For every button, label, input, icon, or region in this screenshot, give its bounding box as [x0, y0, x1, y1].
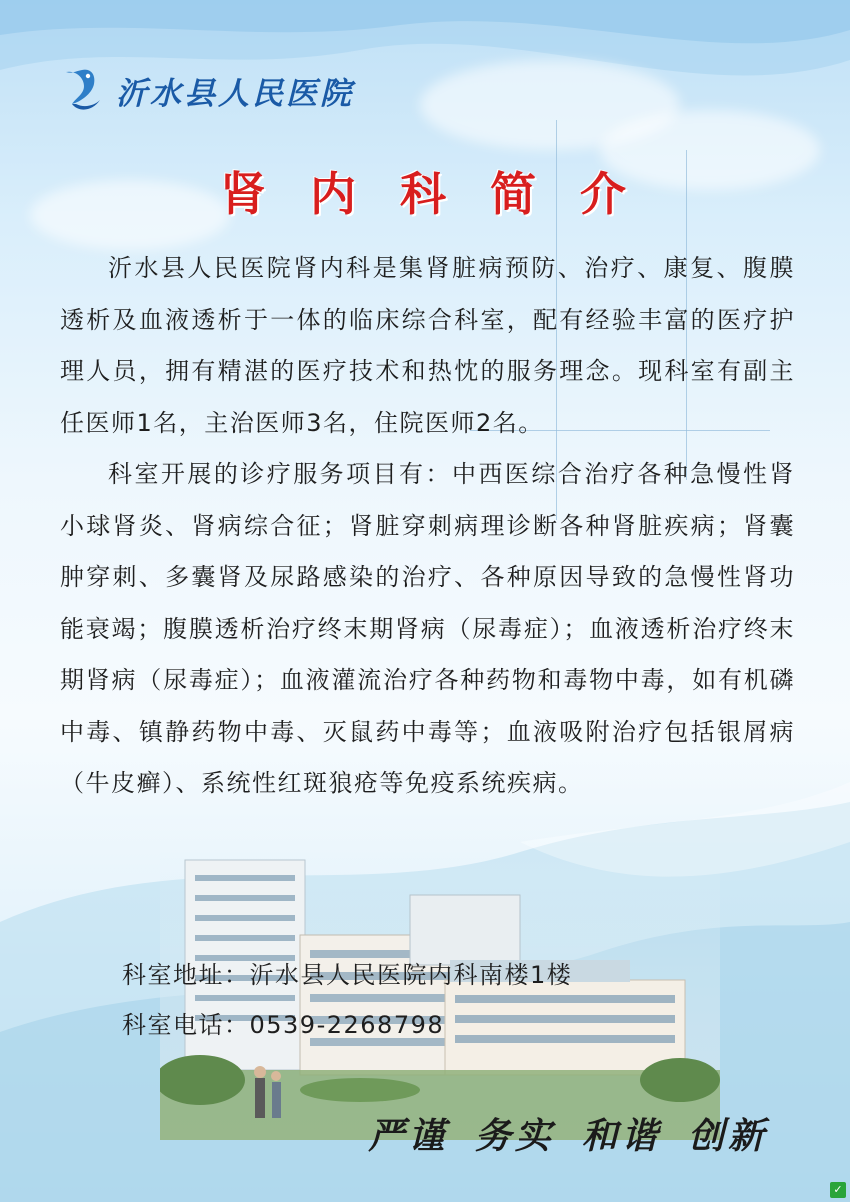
page-title: 肾内科简介 [220, 167, 670, 221]
hospital-building-image [160, 840, 720, 1140]
services-paragraph: 科室开展的诊疗服务项目有：中西医综合治疗各种急慢性肾小球肾炎、肾病综合征；肾脏穿刺病理诊断各种肾脏疾病；肾囊肿穿刺、多囊肾及尿路感染的治疗、各种原因导致的急慢性肾功能衰竭；腹膜透析治疗终末期肾病（尿毒症）；血液透析治疗终末期肾病（尿毒症）；血液灌流治疗各种药物和毒物中毒，如有机磷中毒、镇静药物中毒、灭鼠药中毒等；血液吸附治疗包括银屑病（牛皮癣）、系统性红斑狼疮等免疫系统疾病。 [60, 460, 795, 797]
hospital-slogan: 严谨 务实 和谐 创新 [368, 1115, 768, 1157]
hospital-logo [62, 64, 354, 116]
department-address: 科室地址：沂水县人民医院内科南楼1楼 [122, 961, 573, 989]
bird-logo-icon [62, 64, 106, 116]
department-phone: 科室电话：0539-2268798 [122, 1011, 445, 1039]
hospital-name: 沂水县人民医院 [116, 75, 354, 112]
intro-paragraph: 沂水县人民医院肾内科是集肾脏病预防、治疗、康复、腹膜透析及血液透析于一体的临床综合科室，配有经验丰富的医疗护理人员，拥有精湛的医疗技术和热忱的服务理念。现科室有副主任医师1名，主治医师3名，住院医师2名。 [60, 254, 795, 437]
introduction-text [60, 243, 795, 810]
check-badge-icon: ✓ [830, 1182, 846, 1198]
